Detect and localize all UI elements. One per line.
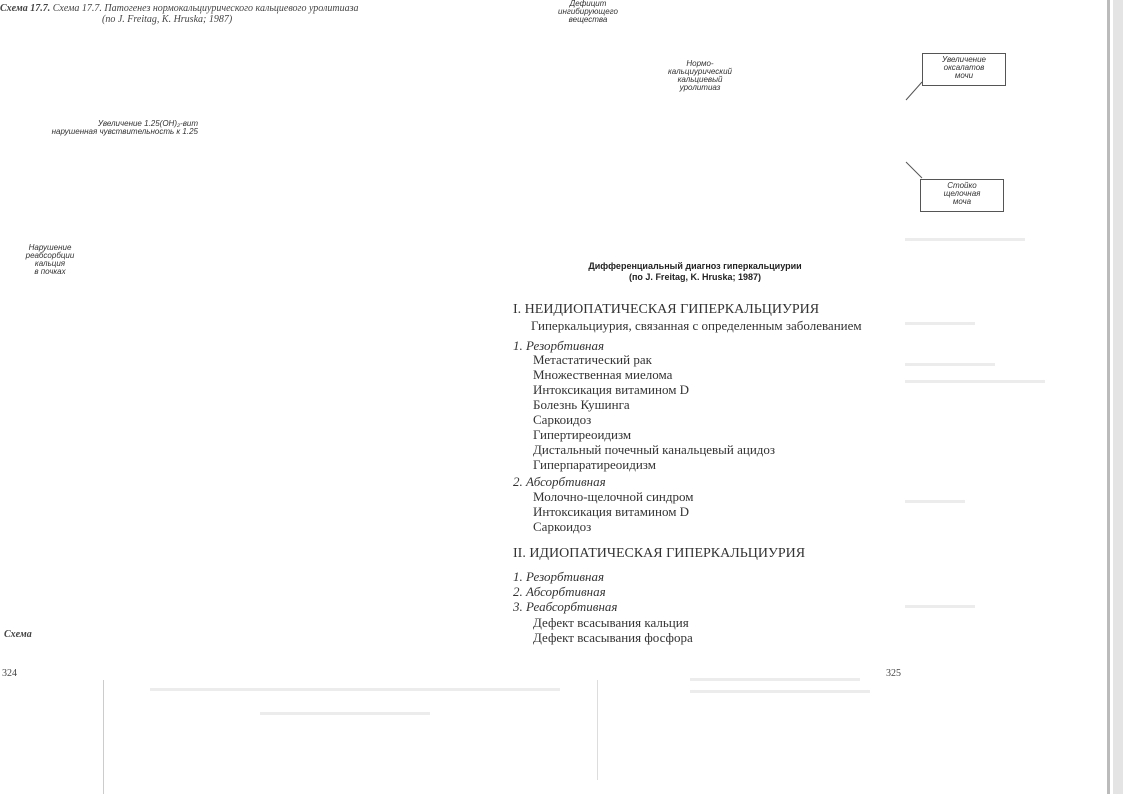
bleed-artifact xyxy=(150,688,560,691)
bleed-artifact xyxy=(905,322,975,325)
absorptive-list xyxy=(533,489,693,534)
node-vitamin-d-line1: Увеличение 1.25(OH)₂-вит xyxy=(97,119,198,128)
list-item: Интоксикация витамином D xyxy=(533,504,690,519)
figure-caption-source: (по J. Freitag, K. Hruska; 1987) xyxy=(102,14,233,25)
node-kidney-line3: кальция xyxy=(34,259,66,268)
node-center-urolithiasis xyxy=(650,60,750,92)
list-item: 1. Резорбтивная xyxy=(513,569,605,584)
bleed-artifact xyxy=(690,678,860,681)
list-item: Гипертиреоидизм xyxy=(533,427,632,442)
node-inhibitor-line2: ингибирующего xyxy=(558,7,618,16)
list-item: Болезнь Кушинга xyxy=(533,397,630,412)
list-item: Саркоидоз xyxy=(533,519,592,534)
node-alkaline-line1: Стойко xyxy=(947,181,977,190)
node-kidney-line4: в почках xyxy=(34,267,66,276)
list-item: Молочно-щелочной синдром xyxy=(533,489,694,504)
node-center-line2: кальциурический xyxy=(668,67,732,76)
list-item: Саркоидоз xyxy=(533,412,592,427)
figure-caption-text: Схема 17.7. Патогенез нормокальциурического кальциевого уролитиаза xyxy=(52,3,359,14)
section-1-subheading: Гиперкальциурия, связанная с определенным заболеванием xyxy=(531,318,862,333)
node-inhibitor-line1: Дефицит xyxy=(569,0,607,8)
node-vitamin-d xyxy=(22,120,198,136)
node-alkaline-box xyxy=(920,179,1004,212)
page-edge-shadow xyxy=(1113,0,1123,794)
center-gutter xyxy=(597,680,598,780)
node-center-line4: уролитиаз xyxy=(679,83,721,92)
list-item: Интоксикация витамином D xyxy=(533,382,690,397)
page-edge-right xyxy=(1107,0,1110,794)
connector-alkaline xyxy=(906,162,922,178)
node-kidney-reabsorption xyxy=(14,244,86,276)
list-item: Множественная миелома xyxy=(533,367,673,382)
node-inhibitor-deficit xyxy=(543,0,633,24)
node-alkaline-line3: моча xyxy=(952,197,972,206)
node-vitamin-d-line2: нарушенная чувствительность к 1.25 xyxy=(51,127,198,136)
table-title xyxy=(560,261,830,283)
resorptive-list xyxy=(533,352,775,472)
node-inhibitor-line3: вещества xyxy=(568,15,608,24)
list-item: Гиперпаратиреоидизм xyxy=(533,457,656,472)
page-number-left: 324 xyxy=(2,668,17,679)
resorptive-label: 1. Резорбтивная xyxy=(513,338,605,353)
list-item: Метастатический рак xyxy=(533,352,652,367)
connector-oxalate xyxy=(906,82,922,100)
bleed-artifact xyxy=(905,363,995,366)
title-line2: (по J. Freitag, K. Hruska; 1987) xyxy=(629,272,761,282)
node-center-line1: Нормо- xyxy=(686,59,714,68)
list-item: 2. Абсорбтивная xyxy=(513,584,606,599)
bleed-artifact xyxy=(260,712,430,715)
page-number-right: 325 xyxy=(886,668,901,679)
node-alkaline-line2: щелочная xyxy=(943,189,981,198)
bleed-artifact xyxy=(905,500,965,503)
node-kidney-line1: Нарушение xyxy=(28,243,72,252)
bleed-artifact xyxy=(905,605,975,608)
bleed-artifact xyxy=(690,690,870,693)
diagram-connector-lines xyxy=(900,70,930,200)
list-item: 3. Реабсорбтивная xyxy=(513,599,618,614)
reabsorptive-list xyxy=(533,615,693,645)
figure-caption: Схема 17.7. Схема 17.7. Патогенез нормокальциурического кальциевого уролитиаза xyxy=(0,3,359,14)
bottom-scheme-label: Схема xyxy=(4,629,32,640)
node-oxalate-line3: мочи xyxy=(954,71,974,80)
node-kidney-line2: реабсорбции xyxy=(25,251,75,260)
list-item: Дистальный почечный канальцевый ацидоз xyxy=(533,442,776,457)
idiopathic-list xyxy=(513,569,617,614)
bleed-artifact xyxy=(905,380,1045,383)
list-item: Дефект всасывания фосфора xyxy=(533,630,693,645)
title-line1: Дифференциальный диагноз гиперкальциурии xyxy=(588,261,802,271)
absorptive-label: 2. Абсорбтивная xyxy=(513,474,606,489)
node-center-line3: кальциевый xyxy=(677,75,723,84)
bleed-artifact xyxy=(905,238,1025,241)
section-2-heading: II. ИДИОПАТИЧЕСКАЯ ГИПЕРКАЛЬЦИУРИЯ xyxy=(513,546,806,561)
page-edge-left xyxy=(103,680,104,794)
node-oxalate-box xyxy=(922,53,1006,86)
node-oxalate-line1: Увеличение xyxy=(942,55,986,64)
section-1-heading: I. НЕИДИОПАТИЧЕСКАЯ ГИПЕРКАЛЬЦИУРИЯ xyxy=(513,302,820,317)
node-oxalate-line2: оксалатов xyxy=(943,63,985,72)
list-item: Дефект всасывания кальция xyxy=(533,615,689,630)
